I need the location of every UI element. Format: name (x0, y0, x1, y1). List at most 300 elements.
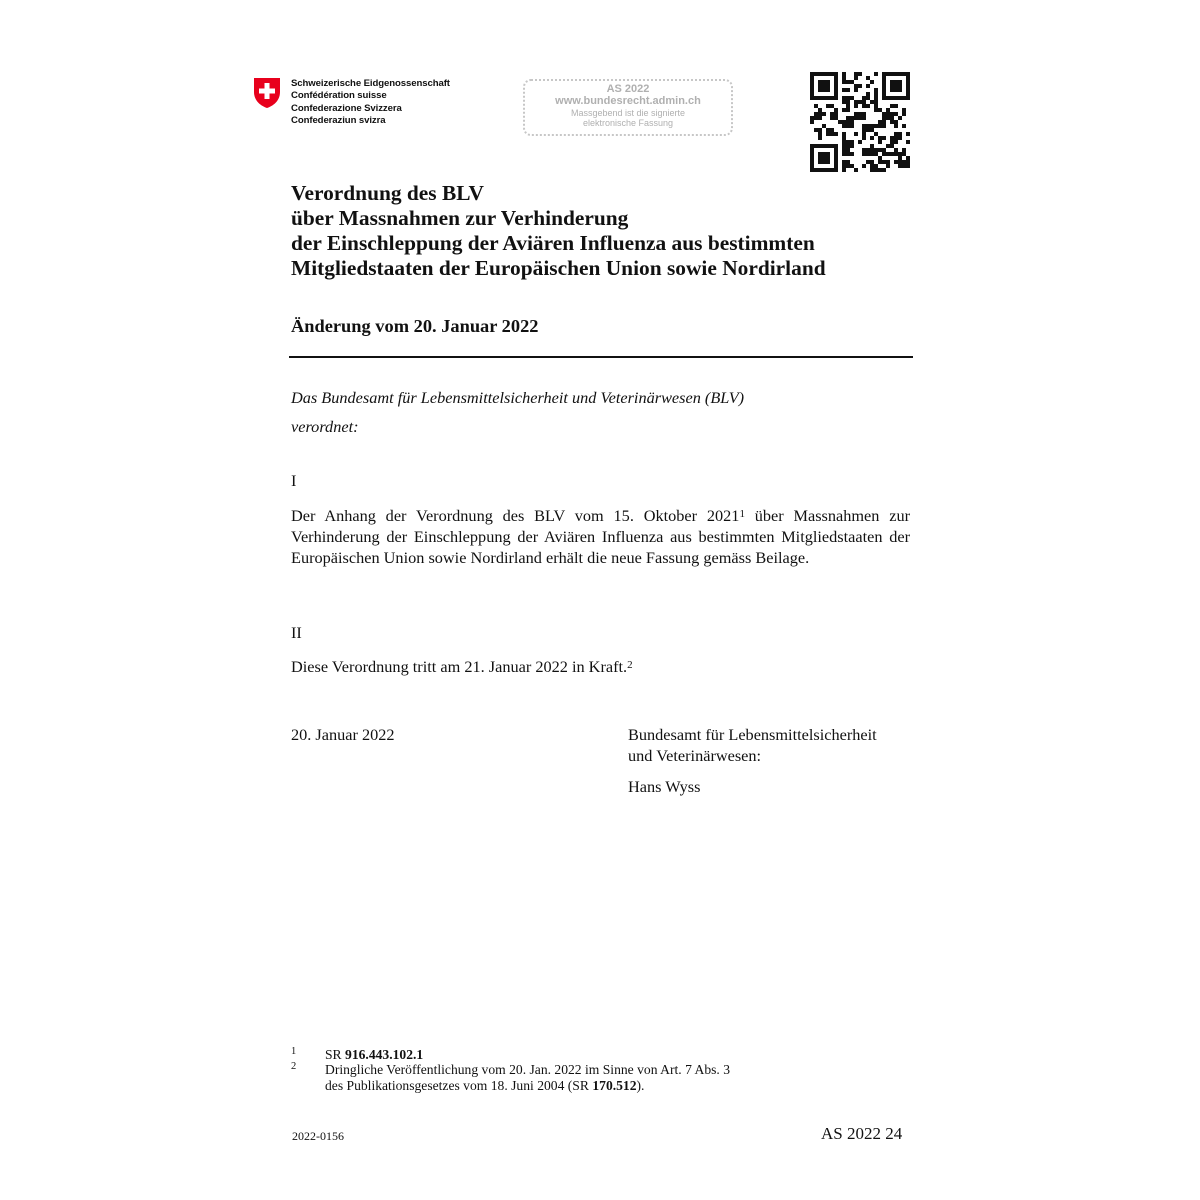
qr-module (826, 72, 830, 76)
qr-module (894, 84, 898, 88)
qr-module (898, 88, 902, 92)
qr-module (890, 72, 894, 76)
footnote-number: 2 (291, 1061, 297, 1072)
qr-module (862, 116, 866, 120)
qr-module (882, 120, 886, 124)
qr-module (890, 112, 894, 116)
qr-module (842, 144, 846, 148)
qr-module (890, 80, 894, 84)
qr-module (878, 160, 882, 164)
qr-module (842, 164, 846, 168)
qr-module (898, 156, 902, 160)
qr-module (862, 164, 866, 168)
qr-module (890, 88, 894, 92)
qr-module (830, 132, 834, 136)
footnote-sr-ref: 916.443.102.1 (345, 1047, 424, 1062)
qr-module (870, 168, 874, 172)
qr-module (866, 148, 870, 152)
qr-module (830, 112, 834, 116)
qr-module (830, 168, 834, 172)
qr-module (822, 84, 826, 88)
qr-module (850, 140, 854, 144)
qr-module (894, 112, 898, 116)
qr-module (866, 128, 870, 132)
qr-module (870, 148, 874, 152)
qr-module (822, 124, 826, 128)
qr-module (890, 116, 894, 120)
qr-module (846, 148, 850, 152)
qr-module (874, 96, 878, 100)
qr-module (834, 108, 838, 112)
qr-module (810, 96, 814, 100)
qr-module (858, 140, 862, 144)
qr-module (818, 128, 822, 132)
qr-module (874, 104, 878, 108)
qr-module (846, 80, 850, 84)
qr-module (882, 76, 886, 80)
qr-module (810, 116, 814, 120)
qr-module (862, 100, 866, 104)
qr-module (846, 164, 850, 168)
qr-module (846, 96, 850, 100)
qr-module (826, 144, 830, 148)
qr-module (898, 160, 902, 164)
qr-module (866, 92, 870, 96)
qr-module (898, 96, 902, 100)
qr-module (874, 88, 878, 92)
qr-module (894, 80, 898, 84)
title-line: der Einschleppung der Aviären Influenza aus bestimmten (291, 231, 815, 255)
qr-module (858, 112, 862, 116)
qr-module (842, 148, 846, 152)
qr-module (854, 112, 858, 116)
qr-module (886, 144, 890, 148)
qr-module (874, 148, 878, 152)
qr-module (898, 72, 902, 76)
qr-module (814, 112, 818, 116)
qr-module (850, 80, 854, 84)
qr-module (834, 88, 838, 92)
qr-module (906, 72, 910, 76)
qr-module (842, 108, 846, 112)
qr-module (822, 156, 826, 160)
section-heading-2: II (291, 623, 302, 642)
qr-module (814, 96, 818, 100)
qr-module (902, 108, 906, 112)
signature-date: 20. Januar 2022 (291, 725, 395, 744)
qr-module (818, 108, 822, 112)
qr-module (882, 168, 886, 172)
qr-module (898, 152, 902, 156)
qr-module (846, 104, 850, 108)
qr-module (866, 76, 870, 80)
qr-module (822, 144, 826, 148)
qr-module (882, 160, 886, 164)
qr-module (834, 84, 838, 88)
qr-module (834, 164, 838, 168)
authority-line: und Veterinärwesen: (628, 746, 762, 765)
qr-module (834, 148, 838, 152)
qr-module (854, 84, 858, 88)
confederation-line: Confédération suisse (291, 90, 387, 102)
title-line: über Massnahmen zur Verhinderung (291, 206, 629, 230)
qr-module (906, 88, 910, 92)
qr-module (886, 164, 890, 168)
qr-module (878, 156, 882, 160)
stamp-line: AS 2022 (606, 83, 650, 95)
qr-module (846, 108, 850, 112)
qr-module (818, 168, 822, 172)
qr-module (842, 88, 846, 92)
qr-code-icon[interactable] (810, 72, 910, 172)
qr-module (842, 124, 846, 128)
qr-module (826, 84, 830, 88)
qr-module (874, 168, 878, 172)
qr-module (818, 152, 822, 156)
qr-module (850, 144, 854, 148)
qr-module (878, 124, 882, 128)
qr-module (906, 160, 910, 164)
qr-module (906, 96, 910, 100)
qr-module (834, 168, 838, 172)
qr-module (854, 100, 858, 104)
qr-module (850, 96, 854, 100)
qr-module (870, 80, 874, 84)
qr-module (830, 116, 834, 120)
qr-module (818, 144, 822, 148)
qr-module (810, 164, 814, 168)
preamble (291, 387, 744, 437)
qr-module (818, 72, 822, 76)
qr-module (878, 136, 882, 140)
title-divider (289, 356, 913, 358)
qr-module (894, 120, 898, 124)
qr-module (890, 136, 894, 140)
qr-module (870, 136, 874, 140)
qr-module (846, 116, 850, 120)
qr-module (846, 160, 850, 164)
qr-module (902, 96, 906, 100)
qr-module (850, 120, 854, 124)
qr-module (862, 132, 866, 136)
qr-module (838, 120, 842, 124)
qr-module (826, 168, 830, 172)
qr-module (810, 148, 814, 152)
qr-module (862, 104, 866, 108)
qr-module (878, 120, 882, 124)
qr-module (902, 164, 906, 168)
qr-module (906, 80, 910, 84)
qr-module (830, 144, 834, 148)
qr-module (858, 72, 862, 76)
qr-module (810, 120, 814, 124)
qr-module (822, 88, 826, 92)
qr-module (834, 76, 838, 80)
qr-module (890, 144, 894, 148)
qr-module (890, 84, 894, 88)
qr-module (810, 84, 814, 88)
qr-module (834, 80, 838, 84)
qr-module (846, 144, 850, 148)
qr-module (810, 160, 814, 164)
qr-module (894, 132, 898, 136)
qr-module (818, 84, 822, 88)
qr-module (854, 76, 858, 80)
qr-module (830, 72, 834, 76)
qr-module (818, 160, 822, 164)
qr-module (814, 72, 818, 76)
qr-module (842, 96, 846, 100)
confederation-line: Confederazione Svizzera (291, 102, 402, 114)
qr-module (826, 96, 830, 100)
qr-module (862, 96, 866, 100)
qr-module (870, 160, 874, 164)
qr-module (850, 152, 854, 156)
qr-module (822, 96, 826, 100)
qr-module (898, 116, 902, 120)
qr-module (894, 140, 898, 144)
qr-module (862, 128, 866, 132)
qr-module (810, 168, 814, 172)
qr-module (866, 96, 870, 100)
qr-module (902, 112, 906, 116)
as-reference: AS 2022 24 (821, 1124, 903, 1143)
qr-module (906, 132, 910, 136)
qr-module (882, 92, 886, 96)
qr-module (834, 112, 838, 116)
qr-module (810, 152, 814, 156)
qr-module (814, 168, 818, 172)
qr-module (842, 168, 846, 172)
qr-module (842, 120, 846, 124)
qr-module (898, 132, 902, 136)
qr-module (874, 132, 878, 136)
qr-module (870, 124, 874, 128)
qr-module (886, 72, 890, 76)
qr-module (834, 160, 838, 164)
qr-module (818, 80, 822, 84)
qr-module (882, 124, 886, 128)
qr-module (898, 164, 902, 168)
qr-module (842, 76, 846, 80)
qr-module (890, 96, 894, 100)
qr-module (842, 72, 846, 76)
qr-module (814, 116, 818, 120)
qr-module (818, 96, 822, 100)
qr-module (822, 152, 826, 156)
qr-module (854, 104, 858, 108)
qr-module (826, 128, 830, 132)
qr-module (842, 160, 846, 164)
footnote-number: 1 (291, 1046, 297, 1057)
amendment-date: Änderung vom 20. Januar 2022 (291, 316, 539, 336)
qr-module (890, 140, 894, 144)
section-2-text (291, 656, 633, 677)
qr-module (886, 112, 890, 116)
preamble-line: Das Bundesamt für Lebensmittelsicherheit und Veterinärwesen (BLV) (291, 388, 745, 407)
stamp-line: elektronische Fassung (582, 118, 674, 128)
qr-module (862, 148, 866, 152)
footnote-text: ). (636, 1077, 645, 1093)
qr-module (878, 168, 882, 172)
qr-module (826, 104, 830, 108)
qr-module (818, 88, 822, 92)
footnote-ref-1[interactable]: 1 (739, 508, 745, 520)
qr-module (842, 132, 846, 136)
qr-module (814, 104, 818, 108)
qr-module (846, 100, 850, 104)
qr-module (818, 136, 822, 140)
signature-authority (628, 724, 877, 766)
qr-module (846, 88, 850, 92)
qr-module (906, 76, 910, 80)
qr-module (882, 152, 886, 156)
qr-module (834, 96, 838, 100)
qr-module (858, 84, 862, 88)
document-title (291, 181, 826, 281)
qr-module (882, 112, 886, 116)
qr-module (906, 164, 910, 168)
qr-module (818, 156, 822, 160)
qr-module (886, 116, 890, 120)
section-1-text (291, 505, 910, 568)
qr-module (886, 152, 890, 156)
qr-module (826, 88, 830, 92)
confederation-line: Schweizerische Eidgenossenschaft (291, 78, 450, 89)
qr-module (890, 104, 894, 108)
qr-module (822, 168, 826, 172)
qr-module (902, 152, 906, 156)
qr-module (846, 152, 850, 156)
qr-module (866, 124, 870, 128)
publication-stamp (523, 79, 733, 136)
title-line: Verordnung des BLV (291, 181, 484, 205)
qr-module (834, 152, 838, 156)
qr-module (826, 160, 830, 164)
footnote-text: des Publikationsgesetzes vom 18. Juni 2004 (SR (325, 1077, 593, 1093)
qr-module (874, 124, 878, 128)
qr-module (894, 148, 898, 152)
qr-module (822, 112, 826, 116)
qr-module (906, 156, 910, 160)
qr-module (886, 108, 890, 112)
qr-module (842, 152, 846, 156)
footnote-text: SR (325, 1047, 346, 1062)
document-number: 2022-0156 (292, 1129, 344, 1143)
qr-module (850, 116, 854, 120)
qr-module (878, 108, 882, 112)
qr-module (870, 152, 874, 156)
qr-module (882, 136, 886, 140)
qr-module (830, 128, 834, 132)
qr-module (830, 96, 834, 100)
qr-module (866, 160, 870, 164)
qr-module (882, 88, 886, 92)
qr-module (874, 72, 878, 76)
authority-line: Bundesamt für Lebensmittelsicherheit (628, 725, 877, 744)
title-line: Mitgliedstaaten der Europäischen Union sowie Nordirland (291, 256, 826, 280)
qr-module (894, 72, 898, 76)
qr-module (846, 124, 850, 128)
qr-module (902, 160, 906, 164)
signer-name: Hans Wyss (628, 777, 701, 796)
qr-module (834, 92, 838, 96)
stamp-line: Massgebend ist die signierte (570, 108, 686, 118)
qr-module (810, 80, 814, 84)
qr-module (834, 132, 838, 136)
qr-module (882, 84, 886, 88)
qr-module (894, 96, 898, 100)
qr-module (874, 108, 878, 112)
qr-module (902, 124, 906, 128)
swiss-cross-shield-icon (253, 77, 281, 109)
qr-module (870, 164, 874, 168)
section-2-text-body: Diese Verordnung tritt am 21. Januar 2022 in Kraft. (291, 657, 628, 676)
preamble-line: verordnet: (291, 417, 359, 436)
qr-module (834, 156, 838, 160)
qr-module (818, 132, 822, 136)
footnote-ref-2[interactable]: 2 (627, 659, 633, 671)
confederation-wordmark (291, 78, 450, 127)
confederation-line: Confederaziun svizra (291, 114, 386, 126)
section-1-text-b: über Massnahmen zur Verhinderung der Einschleppung der Aviären Influenza aus bestimmten Mitgliedstaaten der Europäischen Union sowie Nordirland erhält die neue Fassung gemäss Beilage. (291, 506, 911, 567)
section-1-text-a: Der Anhang der Verordnung des BLV vom 15. Oktober 2021 (291, 506, 740, 525)
qr-module (878, 140, 882, 144)
qr-module (870, 144, 874, 148)
qr-module (882, 96, 886, 100)
qr-module (862, 112, 866, 116)
qr-module (826, 156, 830, 160)
qr-module (894, 160, 898, 164)
qr-module (882, 116, 886, 120)
qr-module (854, 132, 858, 136)
qr-module (846, 140, 850, 144)
qr-module (882, 72, 886, 76)
qr-module (818, 116, 822, 120)
qr-module (814, 128, 818, 132)
qr-module (898, 84, 902, 88)
qr-module (862, 136, 866, 140)
qr-module (898, 80, 902, 84)
qr-module (882, 148, 886, 152)
qr-module (814, 144, 818, 148)
qr-module (886, 96, 890, 100)
qr-module (842, 136, 846, 140)
qr-module (810, 88, 814, 92)
qr-module (810, 156, 814, 160)
qr-module (874, 92, 878, 96)
qr-module (890, 152, 894, 156)
qr-module (902, 72, 906, 76)
qr-module (870, 100, 874, 104)
qr-module (826, 152, 830, 156)
qr-module (834, 116, 838, 120)
qr-module (894, 104, 898, 108)
qr-module (810, 144, 814, 148)
qr-module (822, 80, 826, 84)
qr-module (810, 76, 814, 80)
stamp-line: www.bundesrecht.admin.ch (555, 95, 701, 107)
qr-module (862, 152, 866, 156)
qr-module (906, 92, 910, 96)
footnote-text: Dringliche Veröffentlichung vom 20. Jan. 2022 im Sinne von Art. 7 Abs. 3 (325, 1062, 731, 1077)
qr-module (850, 124, 854, 128)
qr-module (866, 152, 870, 156)
qr-module (894, 88, 898, 92)
section-heading-1: I (291, 471, 297, 490)
qr-module (890, 120, 894, 124)
qr-module (818, 112, 822, 116)
